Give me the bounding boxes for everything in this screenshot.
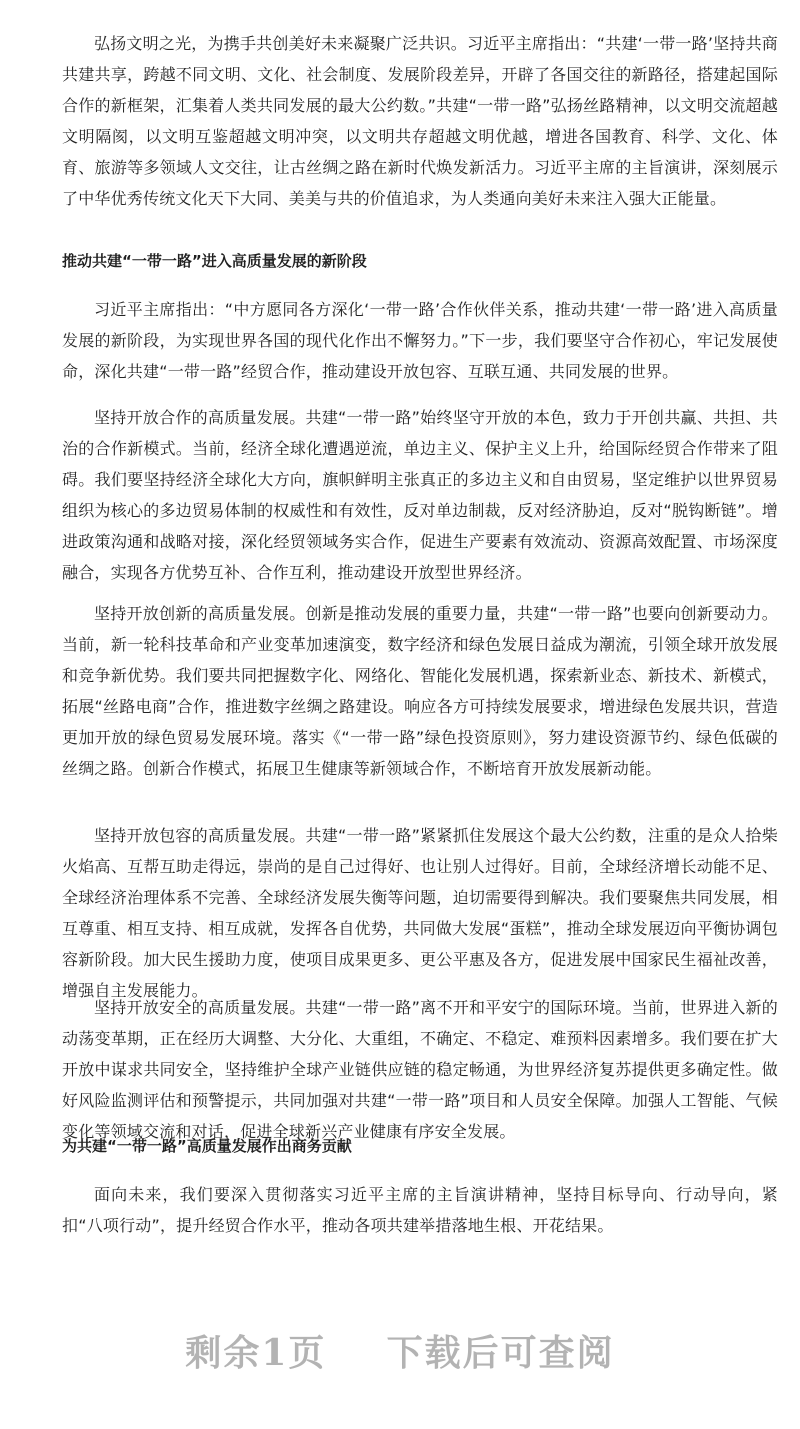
- paragraph-text: 坚持开放创新的高质量发展。创新是推动发展的重要力量，共建“一带一路”也要向创新要动力。当前，新一轮科技革命和产业变革加速演变，数字经济和绿色发展日益成为潮流，引领全球开放发展和竞争新优势。我们要共同把握数字化、网络化、智能化发展机遇，探索新业态、新技术、新模式，拓展“丝路电商”合作，推进数字丝绸之路建设。响应各方可持续发展要求，增进绿色发展共识，营造更加开放的绿色贸易发展环境。落实《“一带一路”绿色投资原则》，努力建设资源节约、绿色低碳的丝绸之路。创新合作模式，拓展卫生健康等新领域合作，不断培育开放发展新动能。: [62, 604, 778, 778]
- paragraph: [62, 598, 778, 784]
- paragraph-text: 坚持开放安全的高质量发展。共建“一带一路”离不开和平安宁的国际环境。当前，世界进入新的动荡变革期，正在经历大调整、大分化、大重组，不确定、不稳定、难预料因素增多。我们要在扩大开放中谋求共同安全，坚持维护全球产业链供应链的稳定畅通，为世界经济复苏提供更多确定性。做好风险监测评估和预警提示，共同加强对共建“一带一路”项目和人员安全保障。加强人工智能、气候变化等领域交流和对话，促进全球新兴产业健康有序安全发展。: [62, 998, 778, 1141]
- paragraph-text: 弘扬文明之光，为携手共创美好未来凝聚广泛共识。习近平主席指出：“共建‘一带一路’坚持共商共建共享，跨越不同文明、文化、社会制度、发展阶段差异，开辟了各国交往的新路径，搭建起国际合作的新框架，汇集着人类共同发展的最大公约数。”共建“一带一路”弘扬丝路精神，以文明交流超越文明隔阂，以文明互鉴超越文明冲突，以文明共存超越文明优越，增进各国教育、科学、文化、体育、旅游等多领域人文交往，让古丝绸之路在新时代焕发新活力。习近平主席的主旨演讲，深刻展示了中华优秀传统文化天下大同、美美与共的价值追求，为人类通向美好未来注入强大正能量。: [62, 34, 778, 208]
- paragraph: [62, 1179, 778, 1241]
- paragraph: [62, 28, 778, 214]
- paragraph-text: 面向未来，我们要深入贯彻落实习近平主席的主旨演讲精神，坚持目标导向、行动导向，紧扣“八项行动”，提升经贸合作水平，推动各项共建举措落地生根、开花结果。: [62, 1185, 778, 1235]
- section-heading: 推动共建“一带一路”进入高质量发展的新阶段: [62, 252, 367, 270]
- paragraph: [62, 992, 778, 1147]
- paragraph: [62, 294, 778, 387]
- paragraph: [62, 820, 778, 1006]
- remaining-pages-label: 剩余1页: [185, 1332, 327, 1374]
- paragraph: [62, 402, 778, 588]
- paragraph-text: 习近平主席指出：“中方愿同各方深化‘一带一路’合作伙伴关系，推动共建‘一带一路’进入高质量发展的新阶段，为实现世界各国的现代化作出不懈努力。”下一步，我们要坚守合作初心，牢记发展使命，深化共建“一带一路”经贸合作，推动建设开放包容、互联互通、共同发展的世界。: [62, 300, 778, 381]
- download-hint-label: 下载后可查阅: [386, 1332, 615, 1374]
- paragraph-text: 坚持开放合作的高质量发展。共建“一带一路”始终坚守开放的本色，致力于开创共赢、共担、共治的合作新模式。当前，经济全球化遭遇逆流，单边主义、保护主义上升，给国际经贸合作带来了阻碍。我们要坚持经济全球化大方向，旗帜鲜明主张真正的多边主义和自由贸易，坚定维护以世界贸易组织为核心的多边贸易体制的权威性和有效性，反对单边制裁，反对经济胁迫，反对“脱钩断链”。增进政策沟通和战略对接，深化经贸领域务实合作，促进生产要素有效流动、资源高效配置、市场深度融合，实现各方优势互补、合作互利，推动建设开放型世界经济。: [62, 408, 778, 582]
- paragraph-text: 坚持开放包容的高质量发展。共建“一带一路”紧紧抓住发展这个最大公约数，注重的是众人拾柴火焰高、互帮互助走得远，崇尚的是自己过得好、也让别人过得好。目前，全球经济增长动能不足、全球经济治理体系不完善、全球经济发展失衡等问题，迫切需要得到解决。我们要聚焦共同发展，相互尊重、相互支持、相互成就，发挥各自优势，共同做大发展“蛋糕”，推动全球发展迈向平衡协调包容新阶段。加大民生援助力度，使项目成果更多、更公平惠及各方，促进发展中国家民生福祉改善，增强自主发展能力。: [62, 826, 778, 1000]
- section-heading: 为共建“一带一路”高质量发展作出商务贡献: [62, 1137, 352, 1155]
- download-banner[interactable]: [0, 1325, 800, 1385]
